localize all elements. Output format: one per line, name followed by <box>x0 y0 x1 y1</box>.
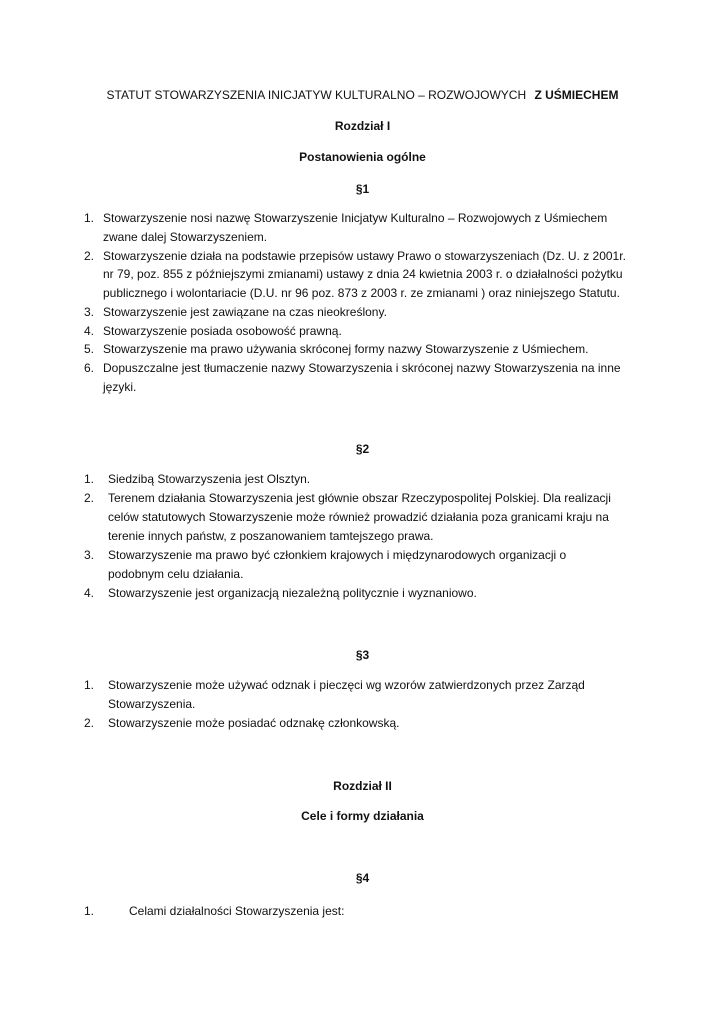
chapter-2-heading: Rozdział II <box>333 779 392 793</box>
item-text-line: Stowarzyszenie nosi nazwę Stowarzyszenie Inicjatyw Kulturalno – Rozwojowych z Uśmiechem <box>103 211 608 225</box>
item-text-line: Stowarzyszenie może posiadać odznakę członkowską. <box>108 716 400 730</box>
item-number: 1. <box>84 472 95 486</box>
section-3-sign: §3 <box>355 648 370 662</box>
item-number: 4. <box>84 324 95 338</box>
item-text-line: Dopuszczalne jest tłumaczenie nazwy Stowarzyszenia i skróconej nazwy Stowarzyszenia na inne <box>103 361 621 375</box>
item-number: 3. <box>84 548 95 562</box>
document-title <box>0 88 725 102</box>
item-number: 6. <box>84 361 95 375</box>
item-number: 1. <box>84 678 95 692</box>
item-number: 1. <box>84 211 95 225</box>
item-text-line: Stowarzyszenie ma prawo używania skróconej formy nazwy Stowarzyszenie z Uśmiechem. <box>103 342 589 356</box>
item-text-line: Stowarzyszenie jest organizacją niezależną politycznie i wyznaniowo. <box>108 586 477 600</box>
item-text-line: Stowarzyszenie jest zawiązane na czas nieokreślony. <box>103 305 387 319</box>
item-number: 3. <box>84 305 95 319</box>
item-number: 2. <box>84 716 95 730</box>
item-number: 5. <box>84 342 95 356</box>
item-text-line: języki. <box>103 380 137 394</box>
item-text-line: Stowarzyszenie posiada osobowość prawną. <box>103 324 342 338</box>
chapter-2-subheading: Cele i formy działania <box>301 809 424 823</box>
item-number: 2. <box>84 491 95 505</box>
item-text-line: Stowarzyszenie działa na podstawie przepisów ustawy Prawo o stowarzyszeniach (Dz. U. z 2001r. <box>103 249 626 263</box>
section-1-sign: §1 <box>355 182 370 196</box>
item-text-line: publicznego i wolontariacie (D.U. nr 96 poz. 873 z 2003 r. ze zmianami ) oraz niniejszego Statutu. <box>103 286 620 300</box>
item-text-line: Terenem działania Stowarzyszenia jest głównie obszar Rzeczypospolitej Polskiej. Dla realizacji <box>108 491 611 505</box>
item-text-line: celów statutowych Stowarzyszenie może również prowadzić działania poza granicami kraju na <box>108 510 609 524</box>
item-text-line: zwane dalej Stowarzyszeniem. <box>103 230 268 244</box>
item-number: 2. <box>84 249 95 263</box>
item-text-line: Celami działalności Stowarzyszenia jest: <box>129 904 345 918</box>
item-text-line: terenie innych państw, z poszanowaniem tamtejszego prawa. <box>108 529 434 543</box>
section-4-sign: §4 <box>355 871 370 885</box>
section-2-sign: §2 <box>355 442 370 456</box>
chapter-1-heading: Rozdział I <box>334 119 391 133</box>
item-number: 1. <box>84 904 95 918</box>
item-text-line: podobnym celu działania. <box>108 567 244 581</box>
item-text-line: Siedzibą Stowarzyszenia jest Olsztyn. <box>108 472 311 486</box>
item-text-line: nr 79, poz. 855 z późniejszymi zmianami) ustawy z dnia 24 kwietnia 2003 r. o działalności pożytku <box>103 267 623 281</box>
item-text-line: Stowarzyszenia. <box>108 697 196 711</box>
title-main: STATUT STOWARZYSZENIA INICJATYW KULTURALNO – ROZWOJOWYCH <box>106 88 527 102</box>
chapter-1-subheading: Postanowienia ogólne <box>299 150 426 164</box>
item-text-line: Stowarzyszenie może używać odznak i pieczęci wg wzorów zatwierdzonych przez Zarząd <box>108 678 585 692</box>
title-emphasis: Z UŚMIECHEM <box>534 88 619 102</box>
item-text-line: Stowarzyszenie ma prawo być członkiem krajowych i międzynarodowych organizacji o <box>108 548 567 562</box>
item-number: 4. <box>84 586 95 600</box>
